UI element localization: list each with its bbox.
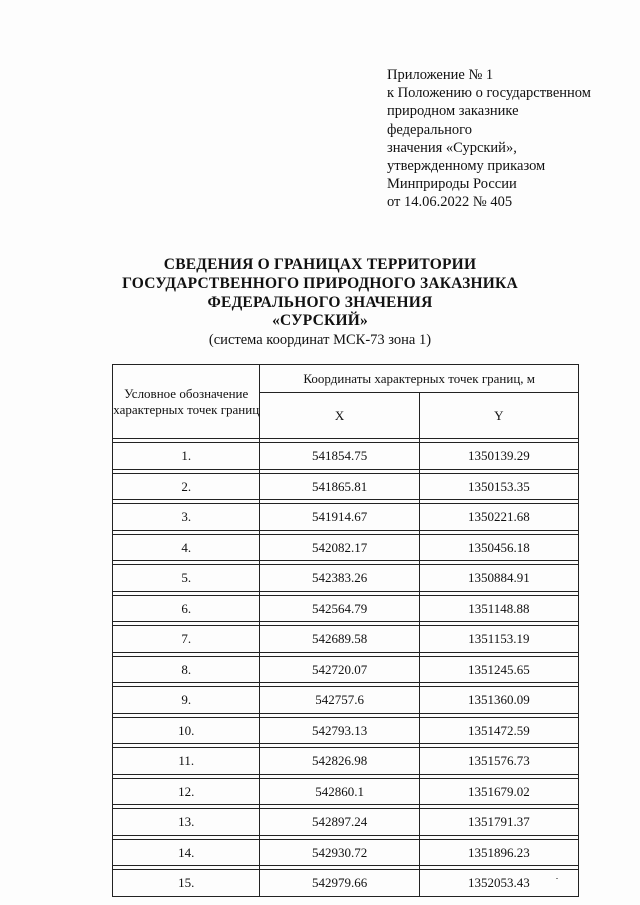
x-coordinate-cell: 542930.72 [260,839,419,866]
y-coordinate-cell: 1351153.19 [419,626,578,653]
y-coordinate-cell: 1350153.35 [419,473,578,500]
annex-line: Приложение № 1 [387,67,494,83]
x-coordinate-cell: 542757.6 [260,687,419,714]
table-row [113,473,579,500]
table-row [113,809,579,836]
x-coordinate-cell: 542979.66 [260,870,419,897]
y-coordinate-cell: 1351576.73 [419,748,578,775]
point-number-cell: 2. [113,473,260,500]
point-number-cell: 5. [113,565,260,592]
title-line: ГОСУДАРСТВЕННОГО ПРИРОДНОГО ЗАКАЗНИКА [122,274,518,292]
table-row [113,717,579,744]
y-coordinate-cell: 1350884.91 [419,565,578,592]
x-coordinate-cell: 542564.79 [260,595,419,622]
y-coordinate-cell: 1351679.02 [419,778,578,805]
annex-line: от 14.06.2022 № 405 [387,194,513,211]
x-coordinate-cell: 542793.13 [260,717,419,744]
x-coordinate-cell: 542860.1 [260,778,419,805]
annex-reference [387,66,627,212]
table-row [113,656,579,683]
point-number-cell: 15. [113,870,260,897]
table-row [113,443,579,470]
table-row [113,870,579,897]
x-coordinate-cell: 542383.26 [260,565,419,592]
table-row [113,595,579,622]
table-row [113,839,579,866]
point-number-cell: 14. [113,839,260,866]
y-coordinate-cell: 1350456.18 [419,534,578,561]
point-number-cell: 6. [113,595,260,622]
point-number-cell: 10. [113,717,260,744]
y-coordinate-cell: 1351148.88 [419,595,578,622]
point-number-cell: 13. [113,809,260,836]
x-coordinate-cell: 542897.24 [260,809,419,836]
header-point-label: Условное обозначение характерных точек границ [113,365,260,439]
point-number-cell: 4. [113,534,260,561]
y-coordinate-cell: 1350221.68 [419,504,578,531]
point-number-cell: 8. [113,656,260,683]
x-coordinate-cell: 541914.67 [260,504,419,531]
table-row [113,504,579,531]
title-line: СВЕДЕНИЯ О ГРАНИЦАХ ТЕРРИТОРИИ [163,256,477,273]
x-coordinate-cell: 542720.07 [260,656,419,683]
table-row [113,748,579,775]
annex-line: утвержденному приказом [387,158,546,175]
table-row [113,626,579,653]
point-number-cell: 3. [113,504,260,531]
header-x: X [260,393,419,439]
title-line: «СУРСКИЙ» [272,312,368,330]
table-body [113,439,579,897]
y-coordinate-cell: 1351472.59 [419,717,578,744]
y-coordinate-cell: 1352053.43 [419,870,578,897]
x-coordinate-cell: 542689.58 [260,626,419,653]
x-coordinate-cell: 541854.75 [260,443,419,470]
point-number-cell: 1. [113,443,260,470]
y-coordinate-cell: 1351245.65 [419,656,578,683]
x-coordinate-cell: 542082.17 [260,534,419,561]
title-line: ФЕДЕРАЛЬНОГО ЗНАЧЕНИЯ [207,293,433,311]
coordinates-table [112,364,579,897]
table-row [113,534,579,561]
annex-line: Минприроды России [387,176,517,193]
coordinate-system-note: (система координат МСК-73 зона 1) [208,332,432,348]
y-coordinate-cell: 1350139.29 [419,443,578,470]
annex-line: значения «Сурский», [387,139,517,156]
annex-line: к Положению о государственном [387,85,591,102]
y-coordinate-cell: 1351791.37 [419,809,578,836]
y-coordinate-cell: 1351360.09 [419,687,578,714]
annex-line: федерального [387,121,472,138]
x-coordinate-cell: 541865.81 [260,473,419,500]
point-number-cell: 11. [113,748,260,775]
header-y: Y [419,393,578,439]
table-row [113,778,579,805]
scan-speck [556,878,558,879]
table-row [113,687,579,714]
point-number-cell: 9. [113,687,260,714]
x-coordinate-cell: 542826.98 [260,748,419,775]
y-coordinate-cell: 1351896.23 [419,839,578,866]
point-number-cell: 12. [113,778,260,805]
document-title [100,256,540,331]
header-coordinates-group: Координаты характерных точек границ, м [260,365,579,393]
table-row [113,565,579,592]
annex-line: природном заказнике [387,103,519,120]
point-number-cell: 7. [113,626,260,653]
